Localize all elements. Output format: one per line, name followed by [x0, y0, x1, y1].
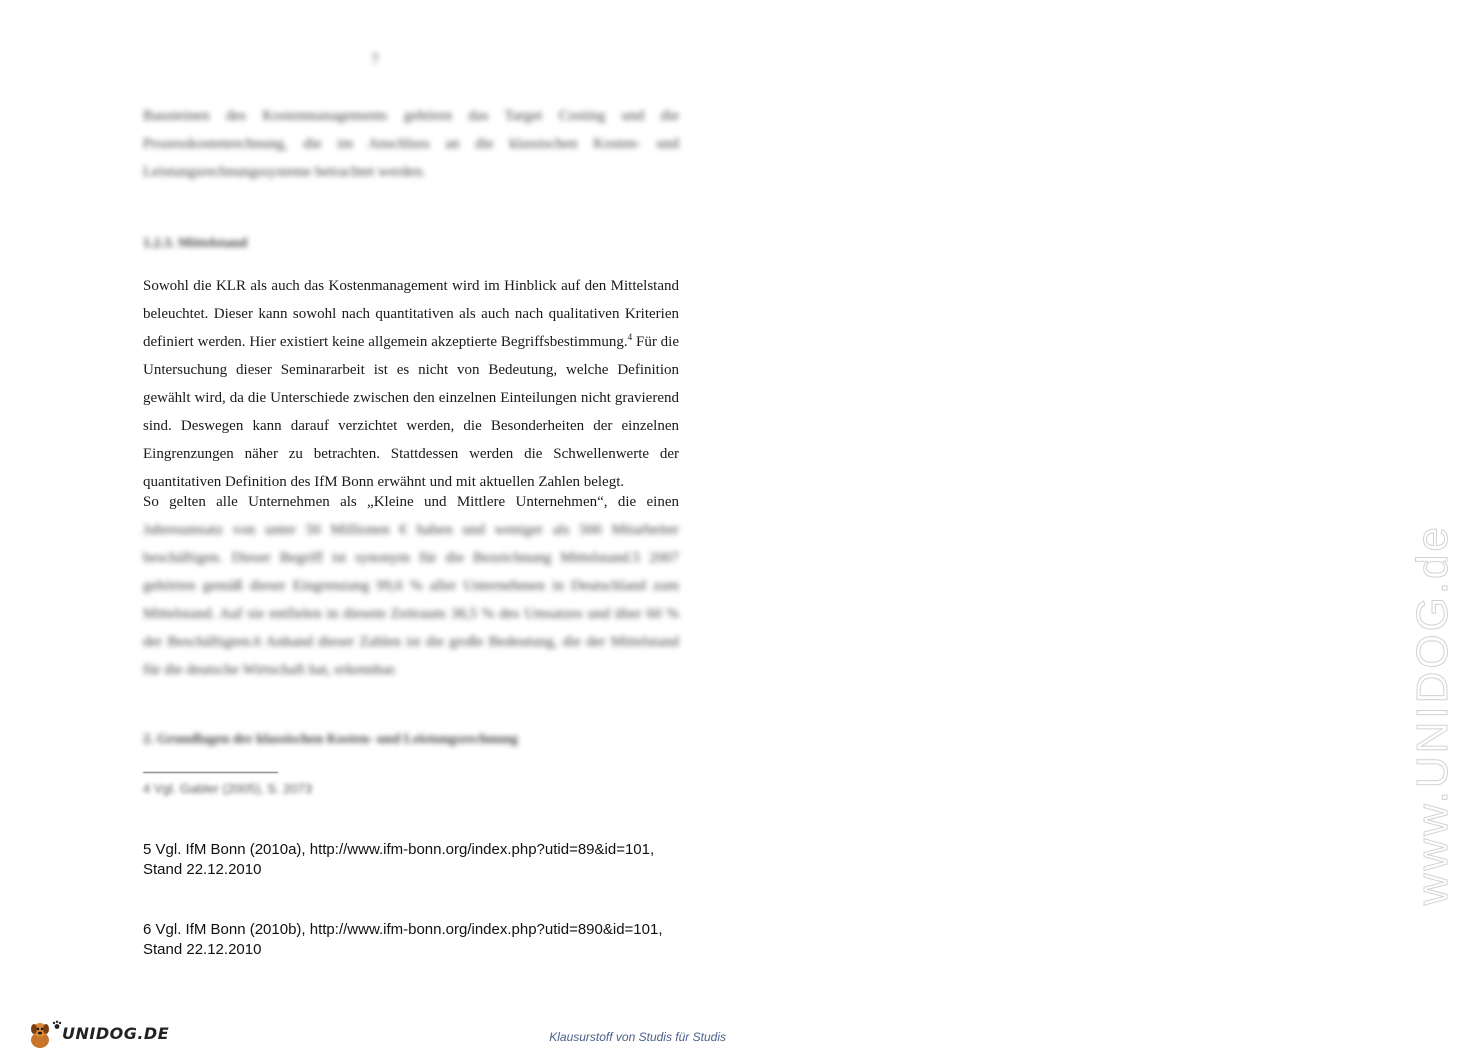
unidog-logo[interactable]: [28, 1020, 170, 1052]
paragraph-mittelstand: [143, 272, 679, 496]
intro-paragraph: Bausteinen des Kostenmanagements gehören das Target Costing und die Prozesskostenrechnung, die im Anschluss an die klassischen Kosten- und Leistungsrechnungssysteme betrachtet werden.: [143, 108, 679, 180]
watermark-text: www.UNIDOG.de: [1408, 524, 1457, 906]
footnote-6: [143, 920, 703, 960]
footnote-6-line1: 6 Vgl. IfM Bonn (2010b), http://www.ifm-bonn.org/index.php?utid=890&id=101,: [143, 921, 663, 938]
footnote-6-line2: Stand 22.12.2010: [143, 941, 262, 958]
dog-icon: [28, 1020, 52, 1050]
watermark: [682, 262, 1457, 906]
paw-icon: [52, 1020, 62, 1030]
footnote-5: [143, 840, 703, 880]
logo-text: UNIDOG.DE: [62, 1024, 170, 1043]
page-number: 7: [371, 52, 379, 68]
footnote-rule: [143, 772, 278, 773]
footnote-4: 4 Vgl. Gabler (2005), S. 2073: [143, 781, 313, 796]
section-heading: 1.2.3. Mittelstand: [143, 236, 248, 251]
footnote-mark: 4: [627, 332, 633, 342]
chapter-heading: 2. Grundlagen der klassischen Kosten- und Leistungsrechnung: [143, 732, 518, 747]
footnote-5-line1: 5 Vgl. IfM Bonn (2010a), http://www.ifm-bonn.org/index.php?utid=89&id=101,: [143, 841, 655, 858]
paragraph-visible-line: So gelten alle Unternehmen als „Kleine und Mittlere Unternehmen“, die einen: [143, 494, 679, 510]
paragraph-text: Sowohl die KLR als auch das Kostenmanagement wird im Hinblick auf den Mittelstand beleuchtet. Dieser kann sowohl nach quantitativen als auch nach qualitativen Kriterien definiert werden. Hier existiert keine allgemein akzeptierte Begriffsbestimmung.: [143, 278, 679, 350]
footnote-5-line2: Stand 22.12.2010: [143, 861, 262, 878]
footer-tagline: Klausurstoff von Studis für Studis: [549, 1030, 726, 1044]
paragraph-text-continued: Für die Untersuchung dieser Seminararbeit ist es nicht von Bedeutung, welche Definition gewählt wird, da die Unterschiede zwischen den einzelnen Einteilungen nicht gravierend sind. Deswegen kann darauf verzichtet werden, die Besonderheiten der einzelnen Eingrenzungen näher zu betrachten. Stattdessen werden die Schwellenwerte der quantitativen Definition des IfM Bonn erwähnt und mit aktuellen Zahlen belegt.: [143, 334, 679, 490]
paragraph-blurred-text: Jahresumsatz von unter 50 Millionen € haben und weniger als 500 Mitarbeiter beschäftigen. Dieser Begriff ist synonym für die Bezeichnung Mittelstand.5 2007 gehörten gemäß dieser Eingrenzung 99,6 % aller Unternehmen in Deutschland zum Mittelstand. Auf sie entfielen in diesem Zeitraum 38,5 % des Umsatzes und über 60 % der Beschäftigten.6 Anhand dieser Zahlen ist die große Bedeutung, die der Mittelstand für die deutsche Wirtschaft hat, erkennbar.: [143, 522, 679, 678]
paragraph-kmu: [143, 488, 679, 684]
